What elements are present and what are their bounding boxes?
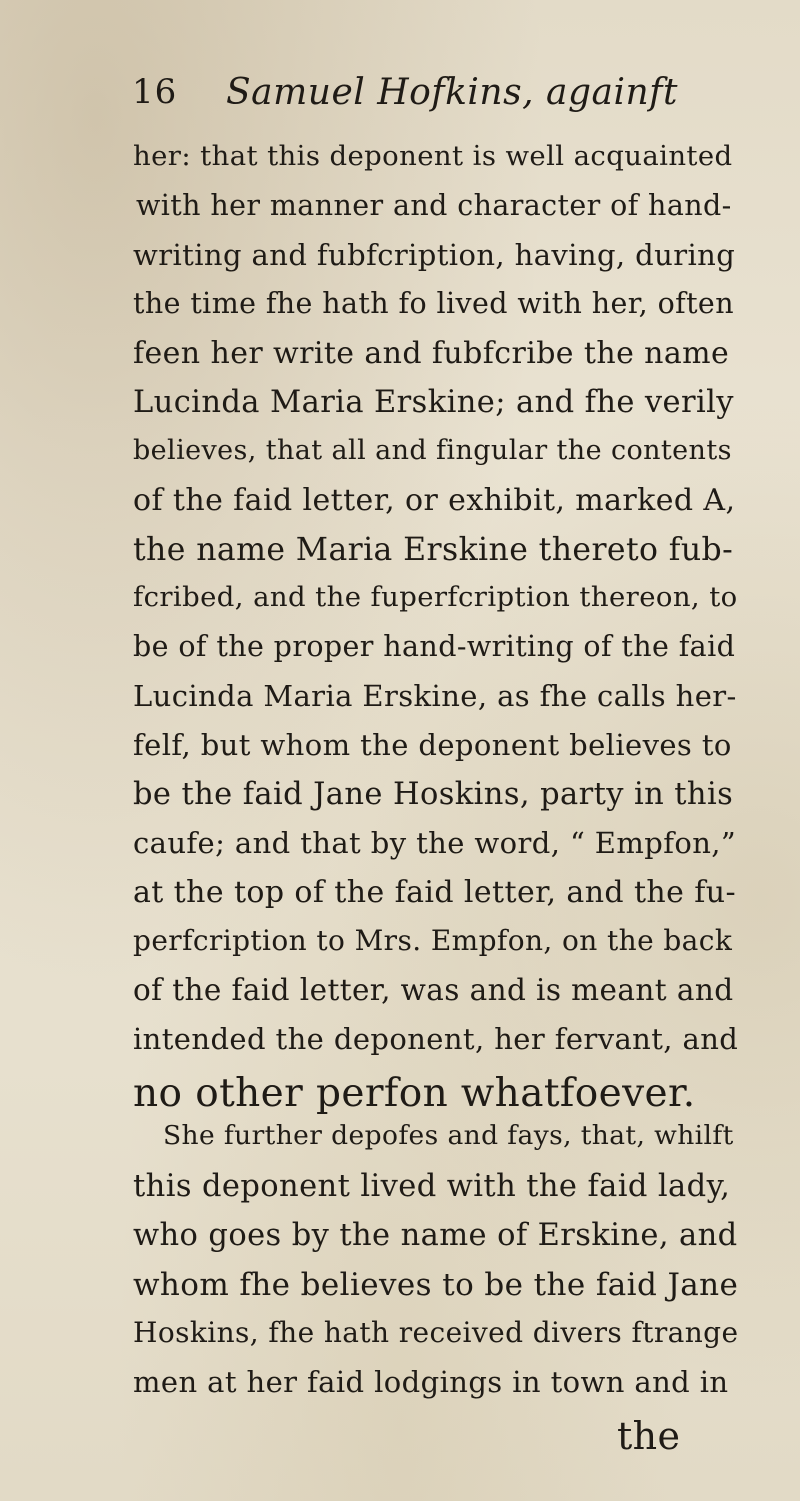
text-line: writing and fubfcription, having, during bbox=[133, 238, 736, 272]
text-line: caufe; and that by the word, “ Empfon,” bbox=[133, 826, 737, 860]
text-line: men at her faid lodgings in town and in bbox=[133, 1365, 729, 1399]
text-line: with her manner and character of hand- bbox=[136, 189, 732, 222]
catchword: the bbox=[617, 1414, 681, 1458]
text-line: the name Maria Erskine thereto fub- bbox=[133, 532, 734, 568]
text-line: She further depofes and fays, that, whilft bbox=[163, 1120, 734, 1151]
text-line: her: that this deponent is well acquainted bbox=[133, 140, 733, 172]
text-line: feen her write and fubfcribe the name bbox=[133, 336, 730, 371]
text-line: whom fhe believes to be the faid Jane bbox=[133, 1267, 739, 1303]
body-text bbox=[0, 140, 800, 1458]
text-line: Lucinda Maria Erskine; and fhe verily bbox=[133, 385, 734, 420]
text-line: felf, but whom the deponent believes to bbox=[133, 728, 732, 762]
text-line: perfcription to Mrs. Empfon, on the back bbox=[133, 924, 733, 957]
page-number: 16 bbox=[132, 72, 178, 112]
text-line: believes, that all and fingular the contents bbox=[133, 435, 732, 466]
text-line: Hoskins, fhe hath received divers ftrange bbox=[133, 1316, 739, 1349]
text-line: at the top of the faid letter, and the fu- bbox=[133, 875, 737, 910]
text-line: of the faid letter, was and is meant and bbox=[133, 973, 734, 1007]
text-line: intended the deponent, her fervant, and bbox=[133, 1022, 739, 1056]
running-head bbox=[132, 72, 692, 132]
text-line: the time fhe hath fo lived with her, often bbox=[133, 287, 734, 320]
running-title: Samuel Hofkins, againft bbox=[226, 72, 678, 113]
text-line: of the faid letter, or exhibit, marked A, bbox=[133, 483, 736, 518]
text-line: who goes by the name of Erskine, and bbox=[133, 1218, 738, 1253]
text-line: this deponent lived with the faid lady, bbox=[133, 1169, 731, 1204]
text-line: be the faid Jane Hoskins, party in this bbox=[133, 777, 734, 812]
text-line: be of the proper hand-writing of the faid bbox=[133, 630, 736, 663]
text-line: Lucinda Maria Erskine, as fhe calls her- bbox=[133, 679, 737, 713]
text-line: fcribed, and the fuperfcription thereon, to bbox=[133, 581, 738, 613]
text-line: no other perfon whatfoever. bbox=[133, 1071, 696, 1116]
